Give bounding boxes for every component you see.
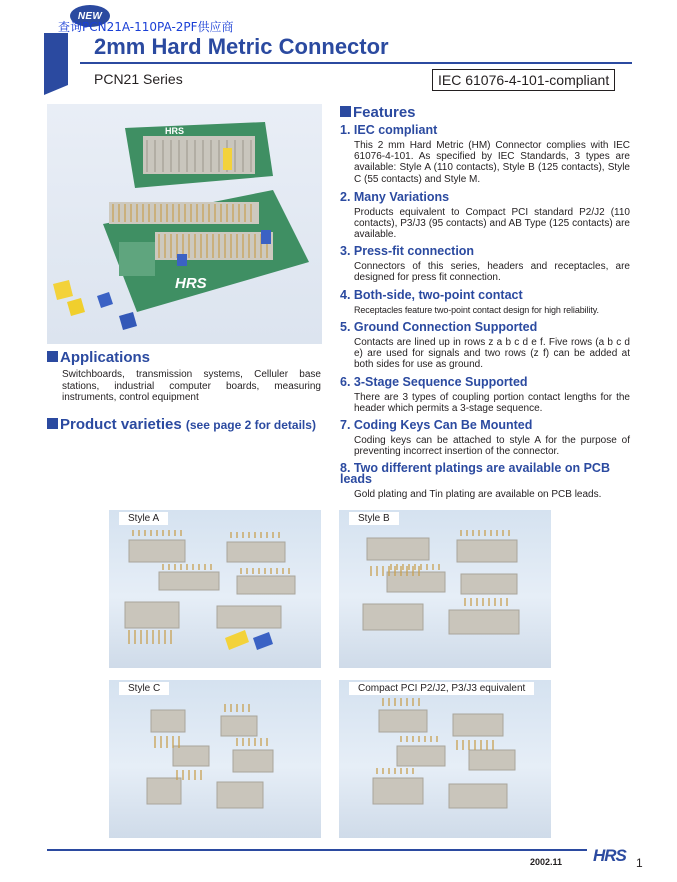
style-b-label: Style B bbox=[349, 512, 399, 525]
square-bullet-icon bbox=[47, 351, 58, 362]
hrs-logo: HRS bbox=[593, 846, 626, 865]
header-corner-block bbox=[44, 33, 68, 85]
feature-6-title: 6. 3-Stage Sequence Supported bbox=[340, 375, 528, 389]
feature-4-title: 4. Both-side, two-point contact bbox=[340, 288, 523, 302]
footer-date: 2002.11 bbox=[530, 857, 563, 867]
feature-8-title: 8. Two different platings are available on PCB leads bbox=[340, 461, 610, 486]
style-b-illustration bbox=[339, 510, 551, 668]
style-a-label: Style A bbox=[119, 512, 168, 525]
footer-rule bbox=[47, 849, 587, 851]
features-heading-text: Features bbox=[353, 104, 416, 121]
square-bullet-icon bbox=[47, 418, 58, 429]
product-varieties-heading-text: Product varieties bbox=[60, 416, 182, 433]
page-number: 1 bbox=[636, 856, 643, 870]
compliance-badge: IEC 61076-4-101-compliant bbox=[432, 69, 615, 91]
applications-heading-text: Applications bbox=[60, 349, 151, 366]
feature-3-body: Connectors of this series, headers and receptacles, are designed for press fit connection. bbox=[354, 261, 630, 284]
compact-pci-label: Compact PCI P2/J2, P3/J3 equivalent bbox=[349, 682, 534, 695]
style-c-illustration bbox=[109, 680, 321, 838]
feature-7-title: 7. Coding Keys Can Be Mounted bbox=[340, 418, 533, 432]
hero-product-photo bbox=[47, 104, 322, 344]
compact-pci-illustration bbox=[339, 680, 551, 838]
page-title: 2mm Hard Metric Connector bbox=[94, 34, 389, 59]
style-c-label: Style C bbox=[119, 682, 169, 695]
feature-1-title: 1. IEC compliant bbox=[340, 123, 438, 137]
features-heading bbox=[340, 104, 416, 121]
feature-1-body: This 2 mm Hard Metric (HM) Connector complies with IEC 61076-4-101. As specified by IEC Standards, 3 types are available: Style A (110 contacts), Style B (125 contacts), Style C (55 contacts) and Style M. bbox=[354, 140, 630, 185]
feature-5-title: 5. Ground Connection Supported bbox=[340, 320, 538, 334]
supplier-link[interactable]: 查询PCN21A-110PA-2PF供应商 bbox=[58, 20, 234, 34]
feature-6-body: There are 3 types of coupling portion contact lengths for the header which permits a 3-stage sequence. bbox=[354, 392, 630, 415]
new-badge: NEW bbox=[70, 5, 110, 27]
product-varieties-heading bbox=[47, 416, 316, 433]
feature-2-body: Products equivalent to Compact PCI standard P2/J2 (110 contacts), P3/J3 (95 contacts) and AB Type (125 contacts) are available. bbox=[354, 207, 630, 241]
feature-2-title: 2. Many Variations bbox=[340, 190, 450, 204]
compact-pci-photo bbox=[339, 680, 551, 838]
hero-board-logo-small: HRS bbox=[165, 126, 185, 136]
feature-8-body: Gold plating and Tin plating are available on PCB leads. bbox=[354, 489, 602, 500]
style-a-photo bbox=[109, 510, 321, 668]
style-c-photo bbox=[109, 680, 321, 838]
header-corner-wedge bbox=[44, 85, 68, 95]
applications-text: Switchboards, transmission systems, Celluler base stations, industrial computer boards, measuring instruments, control equipment bbox=[62, 369, 321, 403]
style-a-illustration bbox=[109, 510, 321, 668]
style-b-photo bbox=[339, 510, 551, 668]
title-rule bbox=[80, 62, 632, 64]
feature-3-title: 3. Press-fit connection bbox=[340, 244, 475, 258]
hero-illustration bbox=[47, 104, 322, 344]
square-bullet-icon bbox=[340, 106, 351, 117]
product-varieties-note: (see page 2 for details) bbox=[185, 418, 316, 432]
hero-board-logo: HRS bbox=[175, 275, 207, 292]
applications-heading bbox=[47, 349, 150, 366]
feature-4-body: Receptacles feature two-point contact design for high reliability. bbox=[354, 305, 599, 315]
series-name: PCN21 Series bbox=[94, 71, 183, 87]
feature-7-body: Coding keys can be attached to style A for the purpose of preventing incorrect insertion of the connector. bbox=[354, 435, 630, 458]
feature-5-body: Contacts are lined up in rows z a b c d e f. Five rows (a b c d e) are used for signals and two rows (z f) can be added at both sides for use as ground. bbox=[354, 337, 630, 371]
